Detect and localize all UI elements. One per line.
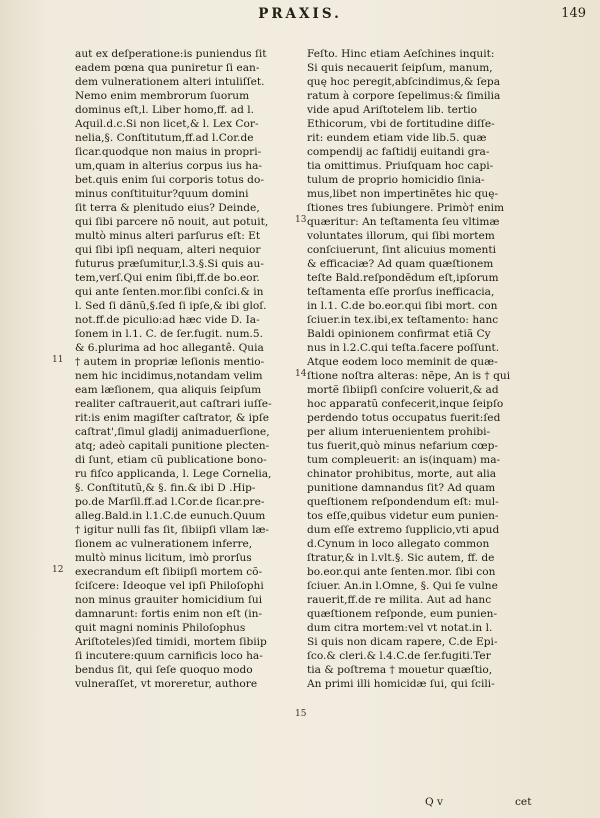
text-line: Ariſtoteles)ſed timidi, mortem ſibiip (75, 636, 267, 648)
text-line: vulneraſſet, vt moreretur, authore (75, 678, 258, 690)
text-line: realiter caſtrauerit,aut caſtrari iuſſe- (75, 398, 272, 410)
running-head (0, 4, 600, 26)
left-text-column (75, 47, 306, 691)
text-line: not.ff.de piculio:ad hæc vide D. Ia- (75, 314, 260, 326)
text-line: chinator prohibitus, morte, aut alia (307, 468, 497, 480)
text-line: qui ante ſenten.mor.ſibi conſci.& in (75, 286, 264, 298)
text-line: Feſto. Hinc etiam Aeſchines inquit: (307, 48, 495, 60)
text-line: nem hic incidimus,notandam velim (75, 370, 263, 382)
text-line: tos eſſe,quibus videtur eum punien- (307, 510, 499, 522)
text-line: mus,libet non impertinẽtes hic quę- (307, 188, 499, 200)
text-line: alleg.Bald.in l.1.C.de eunuch.Quum (75, 510, 266, 522)
text-line: compendij ac faſtidij euitandi gra- (307, 146, 490, 158)
text-line: quit magni nominis Philoſophus (75, 622, 246, 634)
text-line: voluntates illorum, qui ſibi mortem (307, 230, 495, 242)
text-line: ſciſcere: Ideoque vel ipſi Philoſophi (75, 580, 264, 592)
catchword: cet (515, 796, 532, 808)
text-line: quæſtionem reſponde, eum punien- (307, 608, 498, 620)
text-line: non minus grauiter homicidium ſui (75, 594, 263, 606)
text-line: teſte Bald.reſpondẽdum eſt,ipſorum (307, 272, 499, 284)
text-line: eadem pœna qua puniretur ſi ean- (75, 62, 260, 74)
text-line: multò minus licitum, imò prorſus (75, 552, 252, 564)
text-line: tulum de proprio homicidio ſinia- (307, 174, 485, 186)
text-line: ſicar.quodque non maius in propri- (75, 146, 262, 158)
text-line: ſtione noſtra alteras: nẽpe, An is † qui (307, 370, 511, 382)
text-line: execrandum eſt ſibiipſi mortem cõ- (75, 566, 263, 578)
text-line: atq; adeò capitali punitione plecten- (75, 440, 270, 452)
text-line: §. Conſtitutũ,& §. fin.& ibi D .Hip- (75, 482, 256, 494)
text-line: ſtratur,& in l.vlt.§. Sic autem, ff. de (307, 552, 495, 564)
text-line: in l.1. C.de bo.eor.qui ſibi mort. con (307, 300, 498, 312)
text-line: ſi incutere:quum carnificis loco ha- (75, 650, 263, 662)
text-line: rit:is enim magiſter caſtrator, & ipſe (75, 412, 270, 424)
margin-number: 14 (295, 369, 307, 379)
text-line: mortẽ ſibiipſi conſcire voluerit,& ad (307, 384, 499, 396)
text-line: conſciuerunt, ſint alicuius momenti (307, 244, 496, 256)
text-line: bet.quis enim ſui corporis totus do- (75, 174, 264, 186)
text-line: Si quis non dicam rapere, C.de Epi- (307, 636, 498, 648)
text-line: tum compleuerit: an is(inquam) ma- (307, 454, 501, 466)
text-line: bo.eor.qui ante ſenten.mor. ſibi con (307, 566, 496, 578)
text-line: † autem in propriæ leſionis mentio- (75, 356, 265, 368)
text-line: Aquil.d.c.Si non licet,& l. Lex Cor- (75, 118, 259, 130)
text-line: vide apud Ariſtotelem lib. tertio (307, 104, 478, 116)
text-line: An primi illi homicidæ ſui, qui ſcili- (307, 678, 495, 690)
text-line: ſciuer.in tex.ibi,ex teſtamento: hanc (307, 314, 499, 326)
text-line: ſtiones tres ſubiungere. Primò† enim (307, 202, 505, 214)
text-line: quę hoc peregit,abſcindimus,& ſepa (307, 76, 501, 88)
text-line: qui ſibi ipſi nequam, alteri nequior (75, 244, 261, 256)
text-line: dum eſſe extremo ſupplicio,vti apud (307, 524, 500, 536)
text-line: bendus ſit, qui ſeſe quoquo modo (75, 664, 253, 676)
text-line: futurus præſumitur,l.3.§.Si quis au- (75, 258, 264, 270)
text-line: d.Cynum in loco allegato common (307, 538, 490, 550)
text-line: tem,verſ.Qui enim ſibi,ff.de bo.eor. (75, 272, 260, 284)
text-line: Nemo enim membrorum ſuorum (75, 90, 250, 102)
text-line: qui ſibi parcere nõ nouit, aut potuit, (75, 216, 269, 228)
text-line: po.de Marſil.ff.ad l.Cor.de ſicar.pre- (75, 496, 265, 508)
text-line: teſtamenta eſſe prorſus inefficacia, (307, 286, 495, 298)
text-line: rit: eundem etiam vide lib.5. quæ (307, 132, 487, 144)
text-line: ſciuer. An.in l.Omne, §. Qui ſe vulne (307, 580, 498, 592)
text-line: damnarunt: fortis enim non eſt (in- (75, 608, 263, 620)
text-line: ratum à corpore ſepelimus:& ſimilia (307, 90, 501, 102)
folio-number: 149 (561, 6, 586, 21)
text-line: aut ex deſperatione:is puniendus ſit (75, 48, 267, 60)
text-line: Baldi opinionem confirmat etiã Cy (307, 328, 491, 340)
text-line: ſonem in l.1. C. de ſer.fugit. num.5. (75, 328, 264, 340)
margin-number: 11 (52, 355, 64, 365)
text-line: nus in l.2.C.qui teſta.facere poſſunt. (307, 342, 500, 354)
text-line: ſit terra & plenitudo eius? Deinde, (75, 202, 260, 214)
text-line: tia omittimus. Priuſquam hoc capi- (307, 160, 494, 172)
text-line: Si quis necauerit ſeipſum, manum, (307, 62, 493, 74)
right-text-column (307, 47, 551, 691)
text-line: minus conſtituitur?quum domini (75, 188, 249, 200)
text-line: punitione damnandus ſit? Ad quam (307, 482, 496, 494)
text-line: um,quam in alterius corpus ius ha- (75, 160, 262, 172)
text-line: Atque eodem loco meminit de quæ- (307, 356, 498, 368)
running-title: PRAXIS. (258, 6, 342, 22)
margin-number: 13 (295, 215, 307, 225)
signature-mark: Q v (425, 796, 444, 808)
text-line: Ethicorum, vbi de fortitudine diſſe- (307, 118, 495, 130)
text-line: di ſunt, etiam cũ publicatione bono- (75, 454, 267, 466)
text-line: nelia,§. Conſtitutum,ff.ad l.Cor.de (75, 132, 254, 144)
text-line: quæritur: An teſtamenta ſeu vltimæ (307, 216, 500, 228)
text-line: ru fiſco applicanda, l. Lege Cornelia, (75, 468, 272, 480)
text-line: ſionem ac vulnerationem inferre, (75, 538, 253, 550)
page-footer (0, 796, 600, 812)
text-line: queſtionem reſpondendum eſt: mul- (307, 496, 499, 508)
text-line: perdendo totus occupatus fuerit:ſed (307, 412, 501, 424)
text-line: & 6.plurima ad hoc allegantê. Quia (75, 342, 264, 354)
margin-number: 12 (52, 565, 64, 575)
text-line: dem vulnerationem alteri intuliſſet. (75, 76, 265, 88)
text-line: per alium interuenientem prohibi- (307, 426, 491, 438)
text-line: dominus eſt,l. Liber homo,ff. ad l. (75, 104, 254, 116)
text-line: tus fuerit,quò minus nefarium cœp- (307, 440, 498, 452)
text-line: & efficaciæ? Ad quam quæſtionem (307, 258, 494, 270)
text-line: eam læſionem, qua aliquis ſeipſum (75, 384, 262, 396)
text-line: multò minus alteri parſurus eſt: Et (75, 230, 261, 242)
text-line: l. Sed ſi dãnũ,§.ſed ſi ipſe,& ibi gloſ. (75, 300, 267, 312)
text-line: hoc apparatũ confecerit,inque ſeipſo (307, 398, 504, 410)
margin-number: 15 (295, 709, 307, 719)
text-line: rauerit,ff.de re milita. Aut ad hanc (307, 594, 492, 606)
text-line: dum citra mortem:vel vt notat.in l. (307, 622, 493, 634)
text-line: tia & poſtrema † mouetur quæſtio, (307, 664, 493, 676)
text-line: † igitur nulli fas ſit, ſibiipſi vllam læ- (75, 524, 269, 536)
text-line: ſco.& cleri.& l.4.C.de ſer.fugiti.Ter (307, 650, 491, 662)
text-line: caſtrat',ſimul gladij animaduerſione, (75, 426, 270, 438)
